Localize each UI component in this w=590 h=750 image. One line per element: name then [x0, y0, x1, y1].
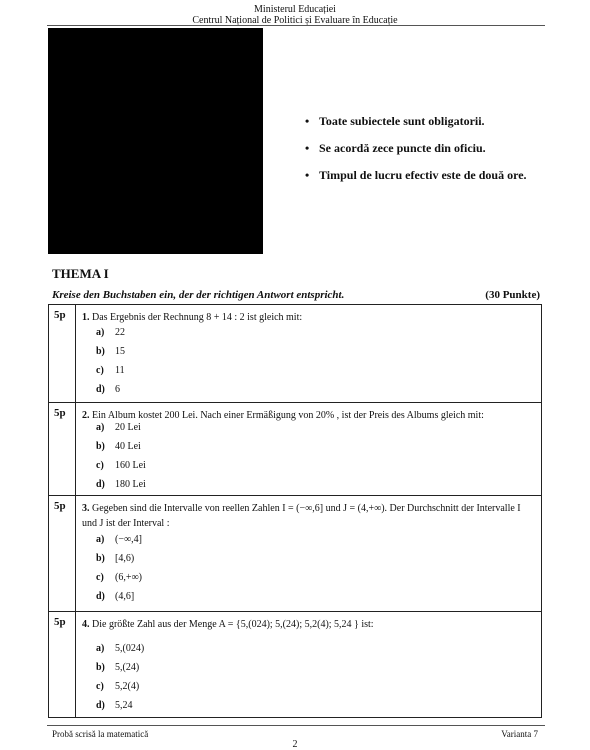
- header-center: Centrul Național de Politici și Evaluare în Educație: [192, 15, 398, 26]
- option[interactable]: b) 15: [96, 346, 125, 357]
- redacted-box: [48, 28, 263, 254]
- rules-list: [305, 114, 527, 195]
- option[interactable]: b) [4,6): [96, 553, 135, 564]
- option[interactable]: a) 20 Lei: [96, 422, 141, 433]
- page-header: [0, 4, 590, 26]
- footer-divider: [47, 725, 545, 726]
- options-list: [96, 418, 146, 494]
- footer-variant: Varianta 7: [501, 729, 538, 739]
- question-text: 4. Die größte Zahl aus der Menge A = {5,(024); 5,(24); 5,2(4); 5,24 } ist:: [82, 619, 374, 630]
- question-text: 3. Gegeben sind die Intervalle von reellen Zahlen I = (−∞,6] und J = (4,+∞). Der Durchschnitt der Intervalle I und J ist der Interval :: [82, 503, 521, 529]
- option[interactable]: a) 5,(024): [96, 643, 145, 654]
- question-text: 2. Ein Album kostet 200 Lei. Nach einer Ermäßigung von 20% , ist der Preis des Albums gleich mit:: [82, 410, 484, 421]
- question-row: [49, 305, 541, 402]
- question-score: 5p: [54, 407, 66, 419]
- options-list: [96, 323, 125, 399]
- section-instruction: Kreise den Buchstaben ein, der der richtigen Antwort entspricht.: [52, 289, 345, 301]
- rule-item: • Timpul de lucru efectiv este de două ore.: [305, 168, 527, 182]
- rule-item: • Toate subiectele sunt obligatorii.: [305, 114, 485, 128]
- option[interactable]: d) 6: [96, 384, 120, 395]
- option[interactable]: c) 5,2(4): [96, 681, 140, 692]
- options-list: [96, 639, 144, 715]
- option[interactable]: a) 22: [96, 327, 125, 338]
- option[interactable]: c) 11: [96, 365, 125, 376]
- section-points: (30 Punkte): [485, 289, 540, 301]
- option[interactable]: b) 40 Lei: [96, 441, 141, 452]
- option[interactable]: d) 180 Lei: [96, 479, 146, 490]
- question-row: [49, 495, 541, 611]
- rule-item: • Se acordă zece puncte din oficiu.: [305, 141, 486, 155]
- options-list: [96, 530, 142, 606]
- option[interactable]: a) (−∞,4]: [96, 534, 142, 545]
- option[interactable]: d) 5,24: [96, 700, 133, 711]
- question-text: 1. Das Ergebnis der Rechnung 8 + 14 : 2 ist gleich mit:: [82, 312, 303, 323]
- header-ministry: Ministerul Educației: [254, 4, 336, 15]
- option[interactable]: b) 5,(24): [96, 662, 140, 673]
- questions-table: [48, 304, 542, 718]
- question-score: 5p: [54, 500, 66, 512]
- option[interactable]: c) (6,+∞): [96, 572, 142, 583]
- option[interactable]: d) (4,6]: [96, 591, 135, 602]
- question-row: [49, 611, 541, 717]
- question-score: 5p: [54, 616, 66, 628]
- page-number: 2: [292, 739, 298, 750]
- header-divider: [47, 25, 545, 26]
- question-row: [49, 402, 541, 495]
- footer-subject: Probă scrisă la matematică: [52, 729, 149, 739]
- section-title: THEMA I: [52, 266, 109, 281]
- question-score: 5p: [54, 309, 66, 321]
- option[interactable]: c) 160 Lei: [96, 460, 146, 471]
